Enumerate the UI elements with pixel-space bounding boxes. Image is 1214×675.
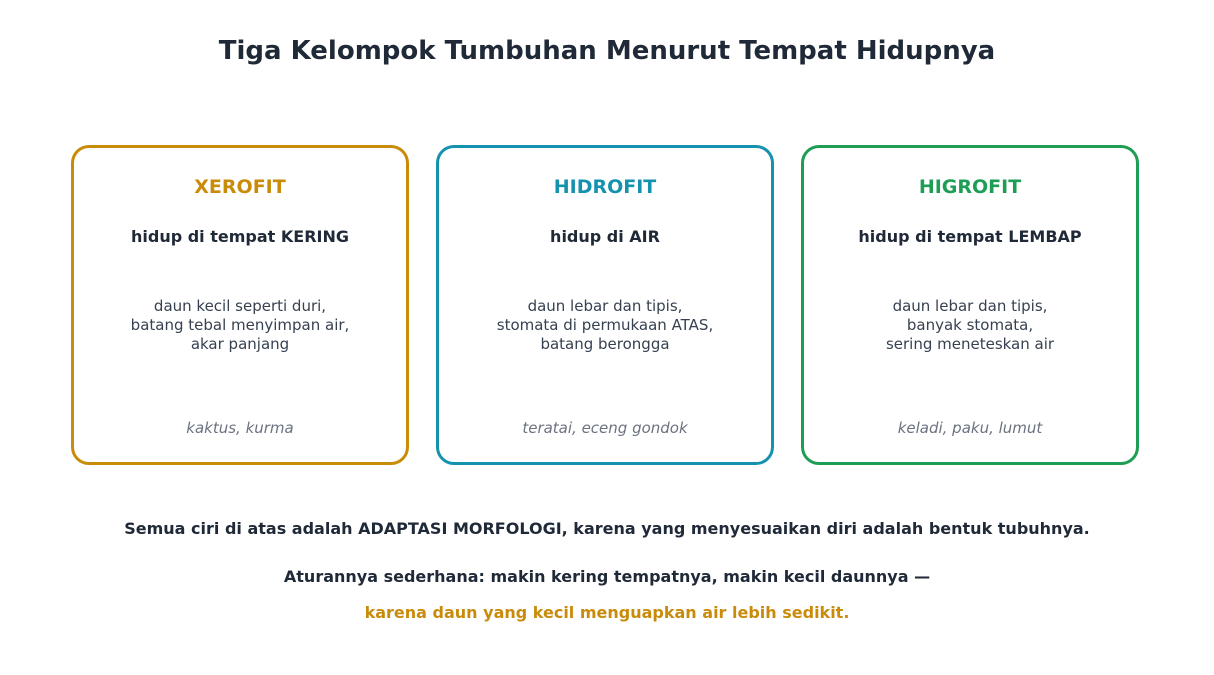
card-traits <box>814 297 1126 354</box>
card-habitat: hidup di tempat LEMBAP <box>858 227 1082 246</box>
card-title: HIGROFIT <box>918 176 1022 198</box>
trait-line: sering meneteskan air <box>885 335 1055 353</box>
card-examples: keladi, paku, lumut <box>897 419 1043 437</box>
page-title: Tiga Kelompok Tumbuhan Menurut Tempat Hidupnya <box>218 36 996 66</box>
card-examples: kaktus, kurma <box>186 419 294 437</box>
trait-line: batang berongga <box>540 335 670 353</box>
trait-line: daun kecil seperti duri, <box>153 297 327 315</box>
card-hidrofit <box>436 145 774 465</box>
trait-line: daun lebar dan tipis, <box>892 297 1048 315</box>
summary-reason: karena daun yang kecil menguapkan air lebih sedikit. <box>364 603 850 622</box>
card-habitat: hidup di AIR <box>550 227 660 246</box>
card-xerofit <box>71 145 409 465</box>
trait-line: batang tebal menyimpan air, <box>130 316 350 334</box>
card-traits <box>449 297 761 354</box>
card-habitat: hidup di tempat KERING <box>130 227 349 246</box>
card-title: HIDROFIT <box>553 176 657 198</box>
summary-adaptation: Semua ciri di atas adalah ADAPTASI MORFOLOGI, karena yang menyesuaikan diri adalah bentuk tubuhnya. <box>124 519 1090 538</box>
trait-line: stomata di permukaan ATAS, <box>496 316 714 334</box>
trait-line: akar panjang <box>190 335 290 353</box>
trait-line: banyak stomata, <box>906 316 1034 334</box>
card-title: XEROFIT <box>194 176 286 198</box>
card-higrofit <box>801 145 1139 465</box>
card-examples: teratai, eceng gondok <box>522 419 688 437</box>
summary-rule: Aturannya sederhana: makin kering tempatnya, makin kecil daunnya — <box>283 567 931 586</box>
trait-line: daun lebar dan tipis, <box>527 297 683 315</box>
card-traits <box>84 297 396 354</box>
